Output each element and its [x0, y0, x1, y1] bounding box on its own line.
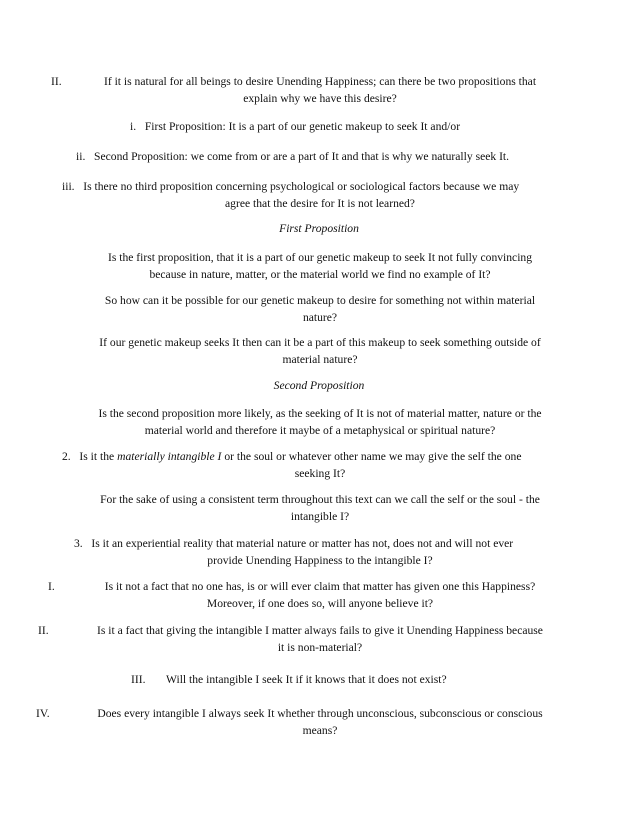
list-number: II.	[51, 75, 62, 88]
list-number: III.	[131, 673, 146, 686]
text-line: material world and therefore it maybe of a metaphysical or spiritual nature?	[144, 424, 496, 437]
text-line: it is non-material?	[277, 641, 363, 654]
list-number: I.	[48, 580, 55, 593]
section-heading-first-proposition: First Proposition	[279, 222, 359, 235]
text-line: Is it not a fact that no one has, is or will ever claim that matter has given one this Happiness?	[104, 580, 536, 593]
text-line: Is it a fact that giving the intangible I matter always fails to give it Unending Happiness because	[97, 624, 543, 637]
text-line: So how can it be possible for our genetic makeup to desire for something not within material	[104, 294, 536, 307]
text-line: Is the second proposition more likely, as the seeking of It is not of material matter, nature or the	[98, 407, 542, 420]
text-line: For the sake of using a consistent term throughout this text can we call the self or the soul - the	[100, 493, 540, 506]
numbered-item-line	[74, 535, 513, 552]
text-line: explain why we have this desire?	[243, 92, 397, 105]
sub-item-line	[130, 118, 460, 135]
emphasized-term: materially intangible I	[117, 450, 222, 463]
text-line: Will the intangible I seek It if it knows that it does not exist?	[166, 673, 447, 686]
text-line: First Proposition: It is a part of our genetic makeup to seek It and/or	[144, 120, 461, 133]
section-heading-second-proposition: Second Proposition	[273, 379, 365, 392]
text-line: or the soul or whatever other name we may give the self the one	[221, 450, 522, 463]
text-line: provide Unending Happiness to the intangible I?	[207, 554, 433, 567]
text-line: Second Proposition: we come from or are a part of It and that is why we naturally seek It.	[94, 150, 510, 163]
text-line: Is it an experiential reality that material nature or matter has not, does not and will not ever	[91, 537, 514, 550]
text-line: seeking It?	[294, 467, 346, 480]
list-number: 2.	[62, 450, 71, 463]
text-line: Is there no third proposition concerning psychological or sociological factors because we may	[83, 180, 520, 193]
text-line: Is it the	[79, 450, 118, 463]
text-line: If our genetic makeup seeks It then can it be a part of this makeup to seek something outside of	[99, 336, 541, 349]
text-line: Does every intangible I always seek It whether through unconscious, subconscious or conscious	[97, 707, 543, 720]
text-line: Moreover, if one does so, will anyone believe it?	[206, 597, 434, 610]
list-number: iii.	[62, 180, 75, 193]
text-line: agree that the desire for It is not learned?	[225, 197, 415, 210]
list-number: 3.	[74, 537, 83, 550]
sub-item-line	[62, 178, 519, 195]
list-number: i.	[130, 120, 137, 133]
text-line: Is the first proposition, that it is a part of our genetic makeup to seek It not fully convincing	[107, 251, 533, 264]
text-line: material nature?	[282, 353, 358, 366]
text-line: means?	[302, 724, 338, 737]
list-number: IV.	[36, 707, 50, 720]
text-line: If it is natural for all beings to desire Unending Happiness; can there be two propositions that	[103, 75, 537, 88]
numbered-item-line	[62, 448, 521, 465]
text-line: nature?	[302, 311, 338, 324]
text-line: intangible I?	[290, 510, 350, 523]
sub-item-line	[76, 148, 509, 165]
list-number: ii.	[76, 150, 86, 163]
list-number: II.	[38, 624, 49, 637]
text-line: because in nature, matter, or the material world we find no example of It?	[149, 268, 491, 281]
